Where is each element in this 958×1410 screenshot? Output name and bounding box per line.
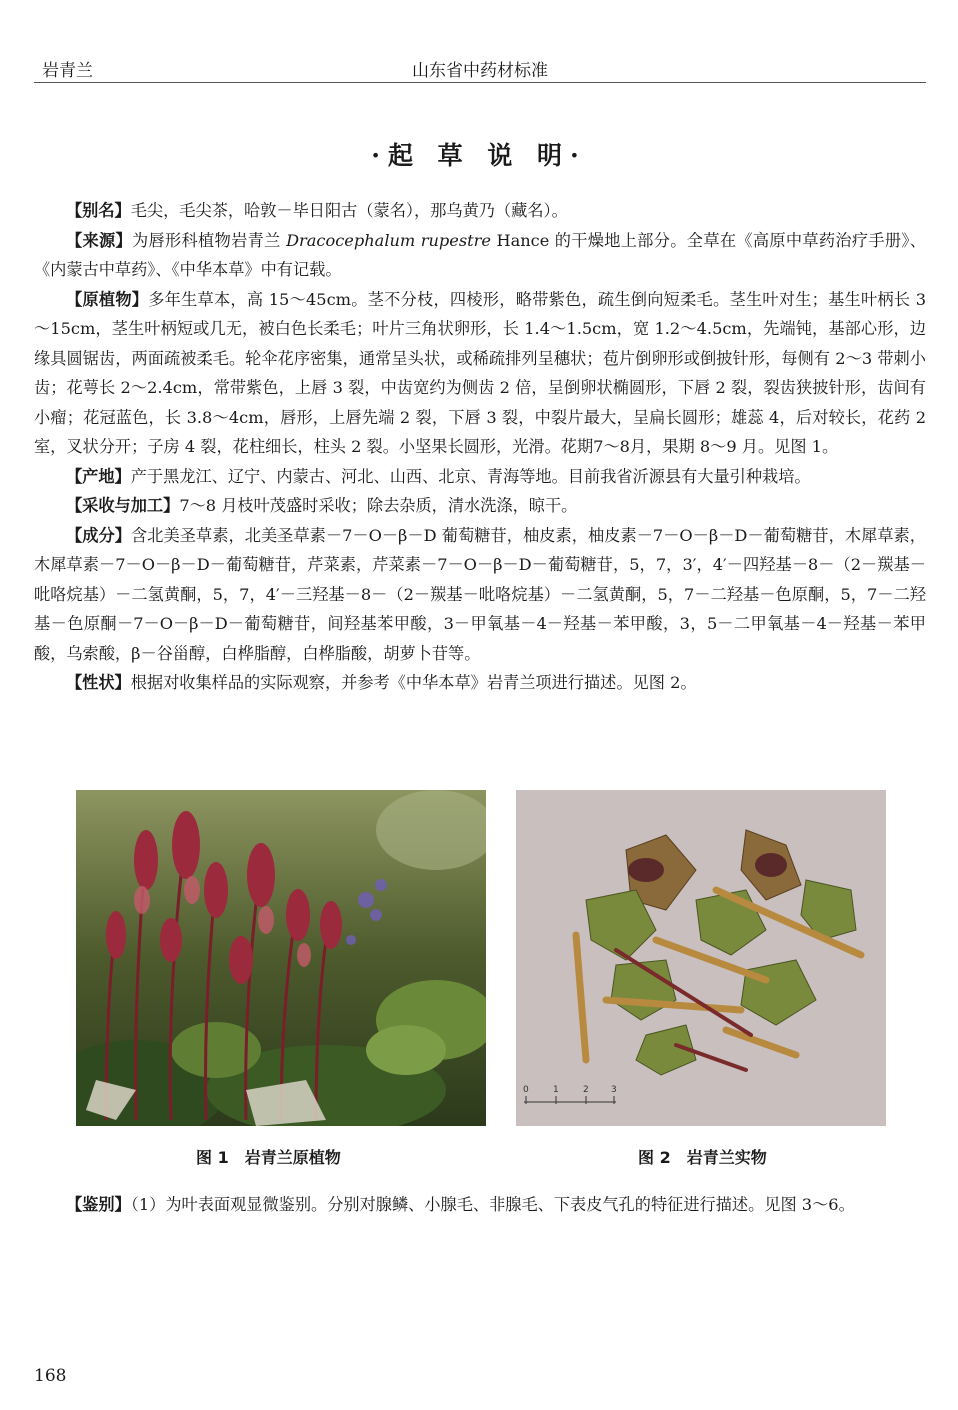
label-chengfen: 【成分】	[66, 525, 131, 545]
text-caishou: 7～8 月枝叶茂盛时采收；除去杂质，清水洗涤，晾干。	[179, 496, 578, 515]
text-xingzhuang: 根据对收集样品的实际观察，并参考《中华本草》岩青兰项进行描述。见图 2。	[130, 673, 697, 692]
paragraph-chandi	[34, 462, 926, 492]
section-title: ·起 草 说 明·	[371, 141, 587, 170]
figure-2-caption: 图 2 岩青兰实物	[638, 1148, 767, 1167]
text-laiyuan-2: Hance 的干燥地上部分。全草在《高原中草药治疗手册》、《内蒙古中草药》、《中华本草》中有记载。	[34, 230, 926, 279]
main-text	[34, 196, 926, 698]
figure-2-dried-herb-photo	[516, 790, 886, 1126]
text-yuanzhiwu: 多年生草本，高 15～45cm。茎不分枝，四棱形，略带紫色，疏生倒向短柔毛。茎生叶对生；基生叶柄长 3～15cm，茎生叶柄短或几无，被白色长柔毛；叶片三角状卵形，长 1.4～1.5cm，宽 1.2～4.5cm，先端钝，基部心形，边缘具圆锯齿，两面疏被柔毛。轮伞花序密集，通常呈头状，或稀疏排列呈穗状；苞片倒卵形或倒披针形，每侧有 2～3 带刺小齿；花萼长 2～2.4cm，常带紫色，上唇 3 裂，中齿宽约为侧齿 2 倍，呈倒卵状椭圆形，下唇 2 裂，裂齿狭披针形，齿间有小瘤；花冠蓝色，长 3.8～4cm，唇形，上唇先端 2 裂，下唇 3 裂，中裂片最大，呈扁长圆形；雄蕊 4，后对较长，花药 2 室，叉状分开；子房 4 裂，花柱细长，柱头 2 裂。小坚果长圆形，光滑。花期7～8月，果期 8～9 月。见图 1。	[34, 289, 927, 456]
figure-1-plant-photo	[76, 790, 486, 1126]
text-chandi: 产于黑龙江、辽宁、内蒙古、河北、山西、北京、青海等地。目前我省沂源县有大量引种栽培。	[130, 466, 811, 486]
label-bieming: 【别名】	[66, 201, 131, 220]
paragraph-yuanzhiwu	[34, 285, 926, 462]
page-number: 168	[34, 1366, 67, 1386]
text-chengfen: 含北美圣草素，北美圣草素－7－O－β－D 葡萄糖苷，柚皮素，柚皮素－7－O－β－D－葡萄糖苷，木犀草素，木犀草素－7－O－β－D－葡萄糖苷，芹菜素，芹菜素－7－O－β－D－葡萄糖苷，5，7，3′，4′－四羟基－8－（2－羰基－吡咯烷基）－二氢黄酮，5，7，4′－三羟基－8－（2－羰基－吡咯烷基）－二氢黄酮，5，7－二羟基－色原酮，5，7－二羟基－色原酮－7－O－β－D－葡萄糖苷，间羟基苯甲酸，3－甲氧基－4－羟基－苯甲酸，3，5－二甲氧基－4－羟基－苯甲酸，乌索酸，β－谷甾醇，白桦脂醇，白桦脂酸，胡萝卜苷等。	[34, 525, 926, 663]
scale-label-1: 1	[553, 1085, 559, 1095]
label-jianbie: 【鉴别】	[66, 1195, 131, 1214]
label-caishou: 【采收与加工】	[66, 496, 180, 515]
dried-herb-illustration	[516, 790, 886, 1126]
paragraph-laiyuan	[34, 226, 926, 285]
paragraph-bieming	[34, 196, 926, 226]
scale-label-2: 2	[583, 1085, 589, 1095]
text-jianbie: （1）为叶表面观显微鉴别。分别对腺鳞、小腺毛、非腺毛、下表皮气孔的特征进行描述。见图 3～6。	[130, 1195, 855, 1214]
label-xingzhuang: 【性状】	[66, 673, 131, 692]
text-bieming: 毛尖，毛尖茶，哈敦－毕日阳古（蒙名），那乌黄乃（藏名）。	[130, 201, 568, 220]
running-header	[34, 52, 926, 83]
figure-1-caption: 图 1 岩青兰原植物	[196, 1148, 341, 1167]
label-laiyuan: 【来源】	[66, 230, 133, 250]
paragraph-chengfen	[34, 521, 926, 669]
paragraph-xingzhuang	[34, 668, 926, 698]
plant-photo-illustration	[76, 790, 486, 1126]
label-yuanzhiwu: 【原植物】	[66, 289, 149, 309]
latin-name: Dracocephalum rupestre	[286, 230, 491, 250]
identification-text	[34, 1190, 926, 1220]
header-herb-name: 岩青兰	[42, 61, 93, 81]
header-book-title: 山东省中药材标准	[412, 61, 548, 81]
label-chandi: 【产地】	[66, 466, 131, 486]
paragraph-jianbie	[34, 1190, 926, 1220]
scale-label-0: 0	[523, 1085, 529, 1095]
paragraph-caishou	[34, 491, 926, 521]
scale-label-3: 3	[611, 1085, 617, 1095]
text-laiyuan-1: 为唇形科植物岩青兰	[132, 230, 287, 250]
